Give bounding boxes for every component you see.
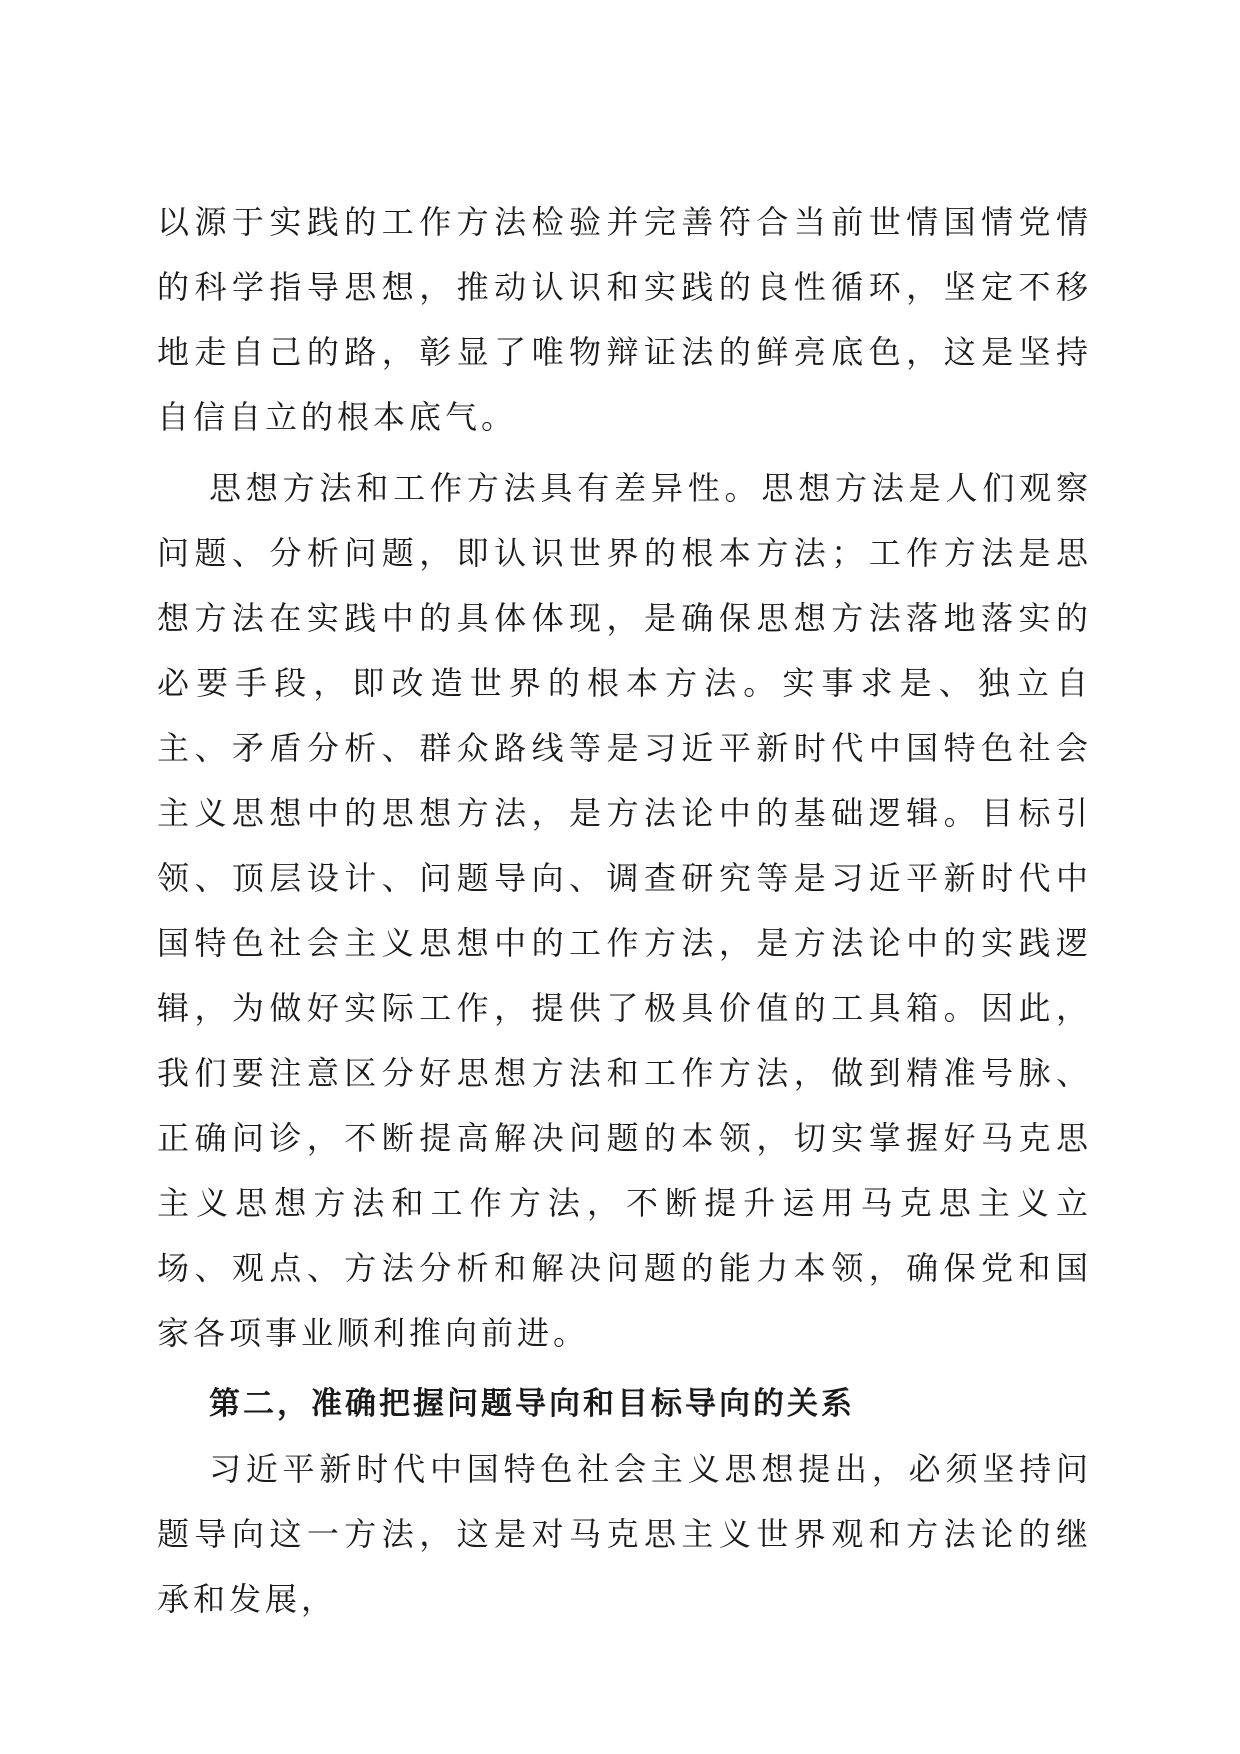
paragraph-continuation: 以源于实践的工作方法检验并完善符合当前世情国情党情的科学指导思想，推动认识和实践的良性循环，坚定不移地走自己的路，彰显了唯物辩证法的鲜亮底色，这是坚持自信自立的根本底气。 — [157, 203, 1092, 436]
document-body — [157, 190, 1092, 1632]
paragraph-problem-orientation: 习近平新时代中国特色社会主义思想提出，必须坚持问题导向这一方法，这是对马克思主义世界观和方法论的继承和发展， — [157, 1450, 1092, 1618]
paragraph-methods-difference: 思想方法和工作方法具有差异性。思想方法是人们观察问题、分析问题，即认识世界的根本方法；工作方法是思想方法在实践中的具体体现，是确保思想方法落地落实的必要手段，即改造世界的根本方法。实事求是、独立自主、矛盾分析、群众路线等是习近平新时代中国特色社会主义思想中的思想方法，是方法论中的基础逻辑。目标引领、顶层设计、问题导向、调查研究等是习近平新时代中国特色社会主义思想中的工作方法，是方法论中的实践逻辑，为做好实际工作，提供了极具价值的工具箱。因此，我们要注意区分好思想方法和工作方法，做到精准号脉、正确问诊，不断提高解决问题的本领，切实掌握好马克思主义思想方法和工作方法，不断提升运用马克思主义立场、观点、方法分析和解决问题的能力本领，确保党和国家各项事业顺利推向前进。 — [157, 469, 1092, 1352]
section-heading: 第二，准确把握问题导向和目标导向的关系 — [209, 1386, 855, 1422]
